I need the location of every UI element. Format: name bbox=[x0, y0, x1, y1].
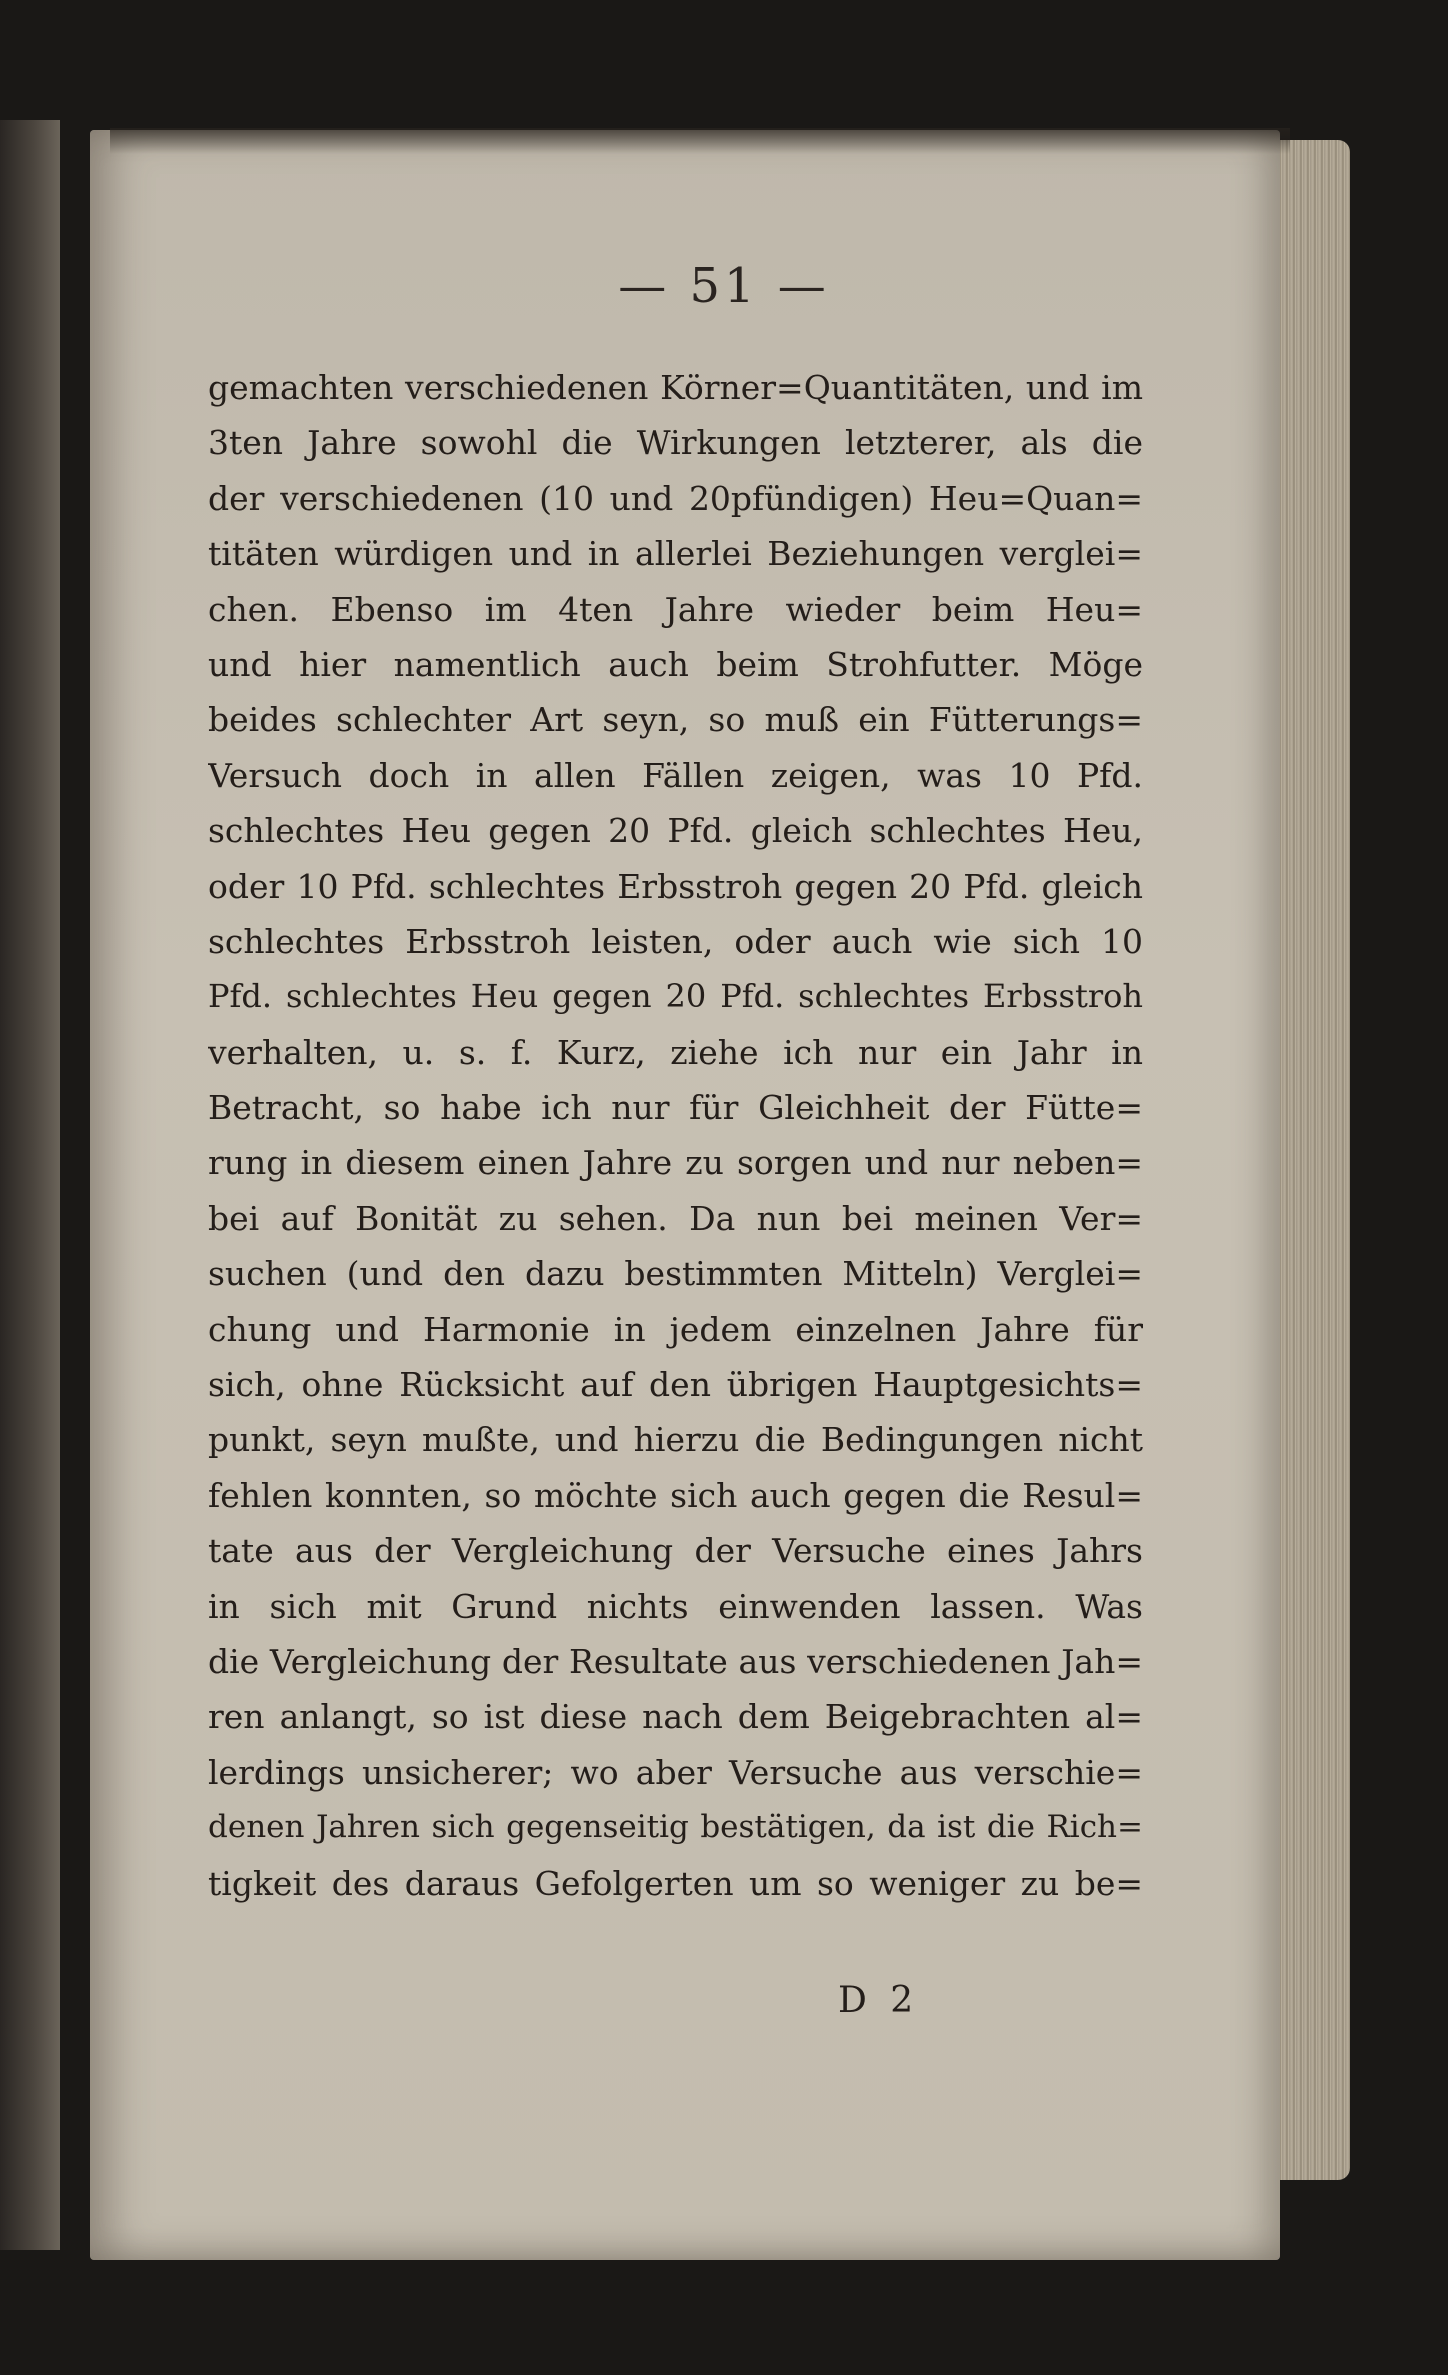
text-line: 3ten Jahre sowohl die Wirkungen letzterer, als die bbox=[208, 423, 1143, 463]
text-line: tigkeit des daraus Gefolgerten um so weniger zu be= bbox=[208, 1863, 1143, 1903]
text-line: suchen (und den dazu bestimmten Mitteln) Verglei= bbox=[208, 1254, 1143, 1294]
text-line: beides schlechter Art seyn, so muß ein Fütterungs= bbox=[208, 700, 1143, 740]
text-line: titäten würdigen und in allerlei Beziehungen verglei= bbox=[208, 534, 1143, 574]
text-line: rung in diesem einen Jahre zu sorgen und nur neben= bbox=[208, 1143, 1143, 1183]
text-line: ren anlangt, so ist diese nach dem Beigebrachten al= bbox=[208, 1697, 1143, 1737]
text-line: in sich mit Grund nichts einwenden lassen. Was bbox=[208, 1586, 1143, 1626]
text-line: schlechtes Heu gegen 20 Pfd. gleich schlechtes Heu, bbox=[208, 811, 1143, 851]
text-line: gemachten verschiedenen Körner=Quantitäten, und im bbox=[208, 368, 1143, 407]
text-line: bei auf Bonität zu sehen. Da nun bei meinen Ver= bbox=[208, 1198, 1143, 1238]
text-line: chung und Harmonie in jedem einzelnen Jahre für bbox=[208, 1309, 1143, 1349]
body-text bbox=[208, 360, 1143, 1911]
text-line: fehlen konnten, so möchte sich auch gegen die Resul= bbox=[208, 1475, 1143, 1515]
text-line: chen. Ebenso im 4ten Jahre wieder beim Heu= bbox=[208, 589, 1143, 629]
text-line: denen Jahren sich gegenseitig bestätigen, da ist die Rich= bbox=[208, 1809, 1143, 1846]
text-line: punkt, seyn mußte, und hierzu die Bedingungen nicht bbox=[208, 1420, 1143, 1460]
text-line: und hier namentlich auch beim Strohfutter. Möge bbox=[208, 644, 1143, 684]
text-line: verhalten, u. s. f. Kurz, ziehe ich nur ein Jahr in bbox=[208, 1032, 1143, 1072]
text-line: schlechtes Erbsstroh leisten, oder auch wie sich 10 bbox=[208, 921, 1143, 961]
signature-mark: D 2 bbox=[838, 1980, 920, 2021]
page-number-header: — 51 — bbox=[618, 258, 830, 314]
text-line: Versuch doch in allen Fällen zeigen, was 10 Pfd. bbox=[208, 755, 1143, 795]
text-line: die Vergleichung der Resultate aus verschiedenen Jah= bbox=[208, 1641, 1143, 1681]
left-page-edge bbox=[0, 120, 60, 2250]
text-line: tate aus der Vergleichung der Versuche eines Jahrs bbox=[208, 1531, 1143, 1571]
text-line: lerdings unsicherer; wo aber Versuche aus verschie= bbox=[208, 1752, 1143, 1792]
text-line: sich, ohne Rücksicht auf den übrigen Hauptgesichts= bbox=[208, 1365, 1143, 1405]
text-line: oder 10 Pfd. schlechtes Erbsstroh gegen 20 Pfd. gleich bbox=[208, 866, 1143, 906]
text-line: Pfd. schlechtes Heu gegen 20 Pfd. schlechtes Erbsstroh bbox=[208, 977, 1143, 1016]
text-line: Betracht, so habe ich nur für Gleichheit der Fütte= bbox=[208, 1088, 1143, 1128]
page-top-shadow bbox=[110, 128, 1290, 154]
text-line: der verschiedenen (10 und 20pfündigen) Heu=Quan= bbox=[208, 478, 1143, 518]
